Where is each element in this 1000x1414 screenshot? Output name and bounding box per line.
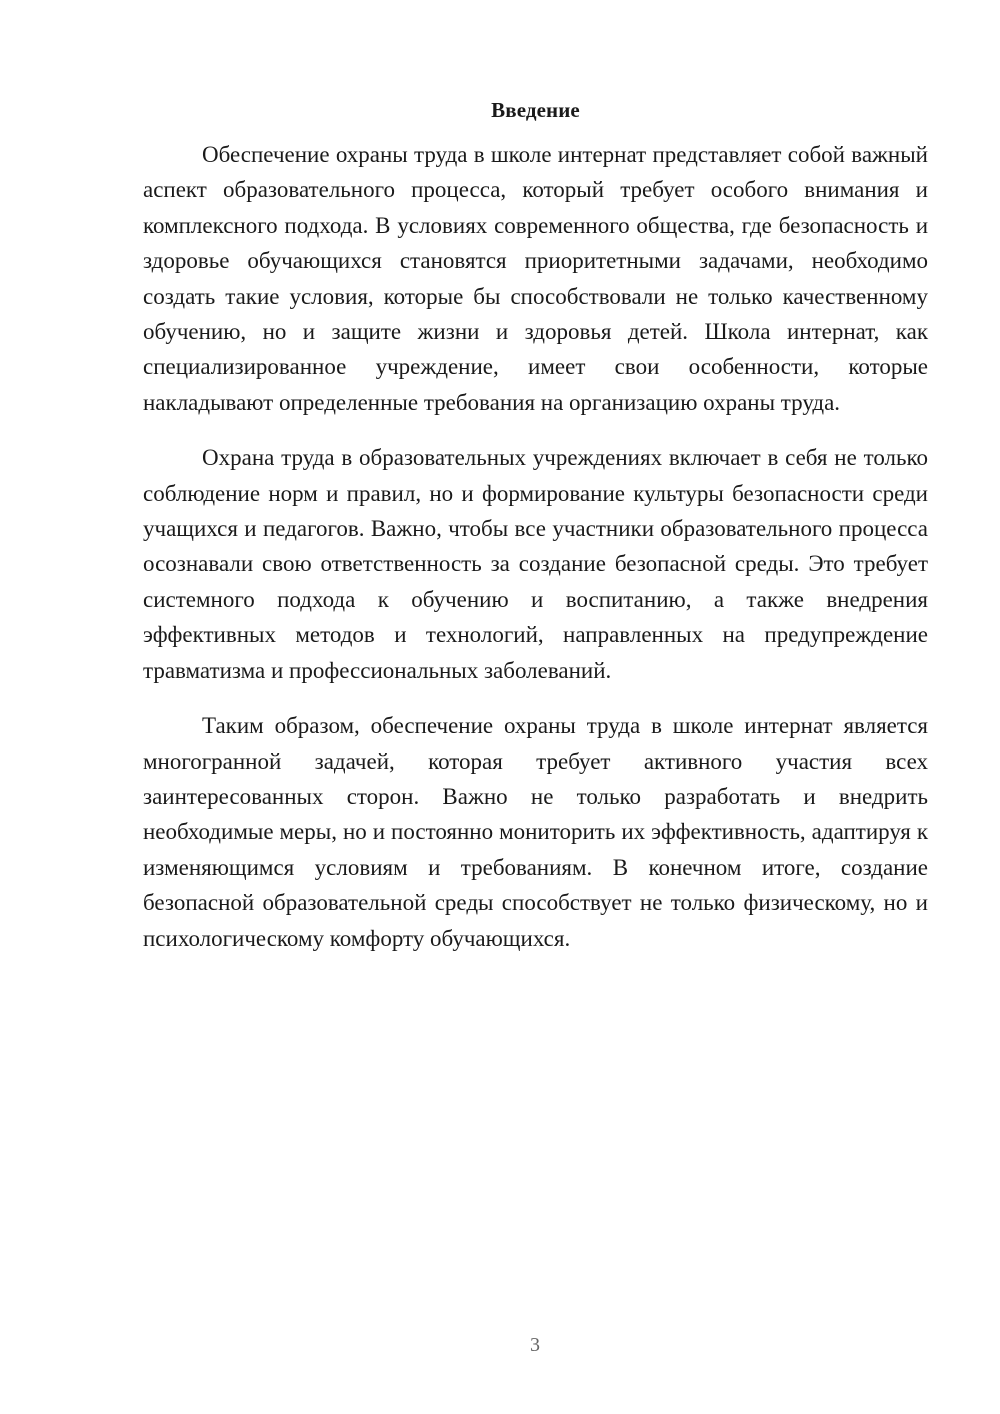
page-content	[143, 95, 928, 976]
paragraph-2: Охрана труда в образовательных учреждениях включает в себя не только соблюдение норм и правил, но и формирование культуры безопасности среди учащихся и педагогов. Важно, чтобы все участники образовательного процесса осознавали свою ответственность за создание безопасной среды. Это требует системного подхода к обучению и воспитанию, а также внедрения эффективных методов и технологий, направленных на предупреждение травматизма и профессиональных заболеваний.	[143, 445, 928, 683]
paragraph-3: Таким образом, обеспечение охраны труда в школе интернат является многогранной задачей, которая требует активного участия всех заинтересованных сторон. Важно не только разработать и внедрить необходимые меры, но и постоянно мониторить их эффективность, адаптируя к изменяющимся условиям и требованиям. В конечном итоге, создание безопасной образовательной среды способствует не только физическому, но и психологическому комфорту обучающихся.	[143, 713, 928, 951]
section-heading: Введение	[491, 98, 580, 122]
page-number: 3	[530, 1334, 540, 1356]
paragraph-1: Обеспечение охраны труда в школе интернат представляет собой важный аспект образовательного процесса, который требует особого внимания и комплексного подхода. В условиях современного общества, где безопасность и здоровье обучающихся становятся приоритетными задачами, необходимо создать такие условия, которые бы способствовали не только качественному обучению, но и защите жизни и здоровья детей. Школа интернат, как специализированное учреждение, имеет свои особенности, которые накладывают определенные требования на организацию охраны труда.	[143, 142, 928, 415]
